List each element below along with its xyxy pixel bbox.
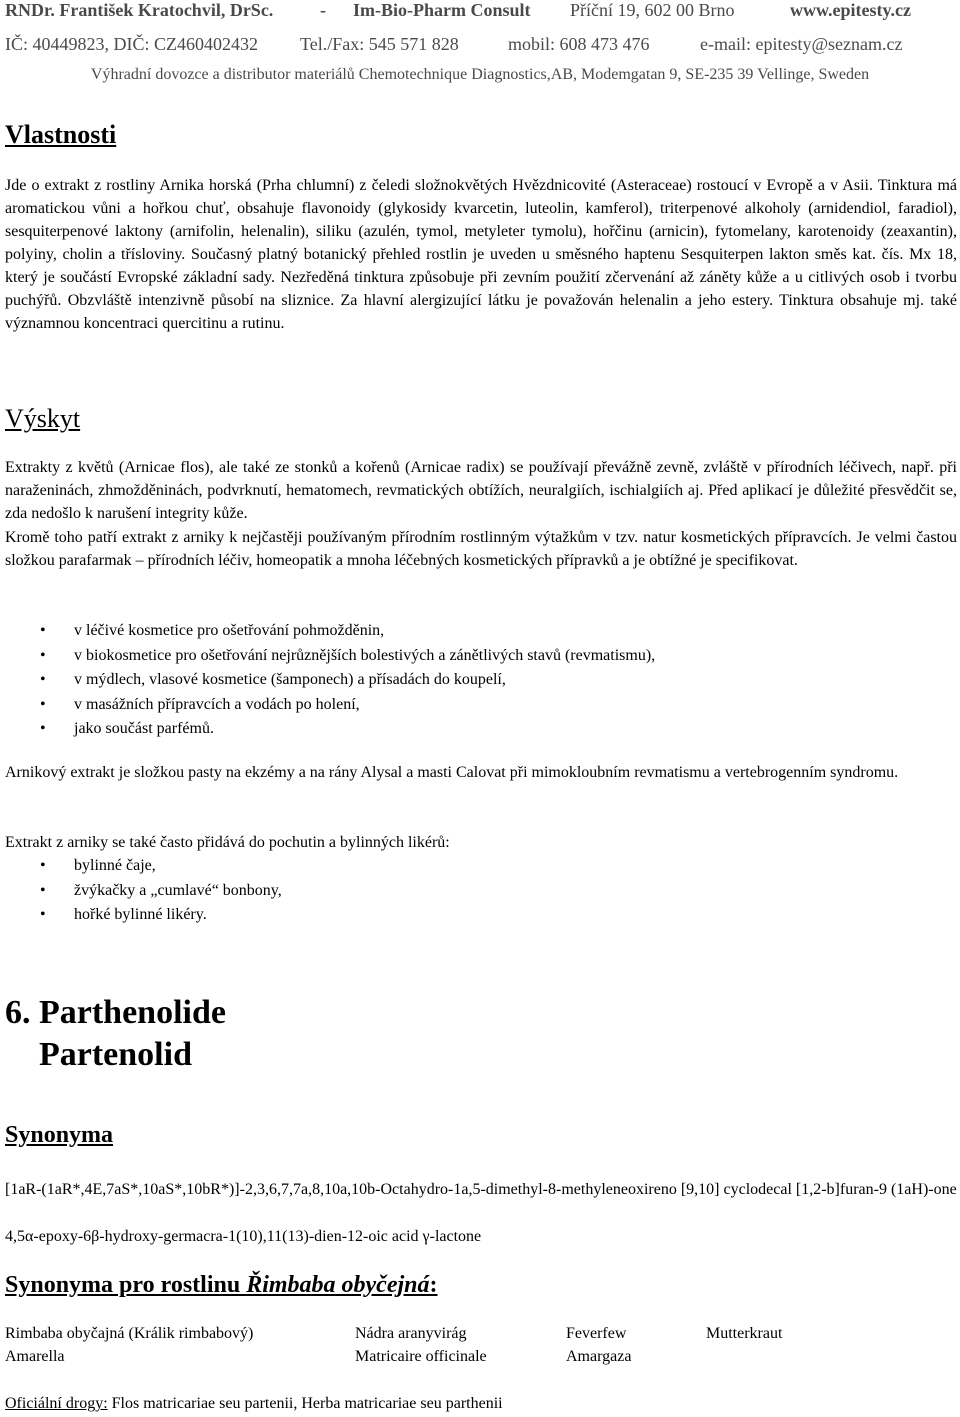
company-address: Příční 19, 602 00 Brno [570, 0, 735, 20]
heading-plant-name: Řimbaba obyčejná [246, 1272, 430, 1298]
letterhead-line-3: Výhradní dovozce a distributor materiálů Chemotechnique Diagnostics,AB, Modemgatan 9, SE-235 39 Vellinge, Sweden [90, 66, 870, 83]
cosmetics-list [40, 619, 655, 742]
heading-suffix: : [429, 1272, 438, 1298]
vyskyt-paragraph-1: Extrakty z květů (Arnicae flos), ale také ze stonků a kořenů (Arnicae radix) se používají převážně zevně, zvláště v přírodních léčivech, např. při naraženinách, zhmožděninách, podvrknutí, hematomech, revmatických obtížích, neuralgiích, ischialgiích aj. Před aplikací je důležité přesvědčit se, zda nedošlo k narušení integrity kůže. [5, 459, 957, 522]
official-drugs [5, 1395, 503, 1413]
list-item: • bylinné čaje, [40, 854, 282, 879]
table-cell: Matricaire officinale [355, 1348, 487, 1365]
company-website: www.epitesty.cz [790, 0, 911, 20]
list-item: • v masážních přípravcích a vodách po holení, [40, 693, 655, 718]
synonym-germacra: 4,5α-epoxy-6β-hydroxy-germacra-1(10),11(13)-dien-12-oic acid γ-lactone [5, 1228, 482, 1245]
synonym-iupac: [1aR-(1aR*,4E,7aS*,10aS*,10bR*)]-2,3,6,7,7a,8,10a,10b-Octahydro-1a,5-dimethyl-8-methyleneoxireno [9,10] cyclodecal [1,2-b]furan-9 (1aH)-one [5, 1181, 957, 1198]
list-item: • žvýkačky a „cumlavé“ bonbony, [40, 879, 282, 904]
vyskyt-paragraph-3: Arnikový extrakt je složkou pasty na ekzémy a na rány Alysal a masti Calovat při mimokloubním revmatismu a vertebrogenním syndromu. [5, 764, 899, 781]
list-item: • v léčivé kosmetice pro ošetřování pohmožděnin, [40, 619, 655, 644]
table-row [5, 1348, 856, 1371]
company-phone: Tel./Fax: 545 571 828 [300, 34, 459, 54]
table-cell: Amargaza [566, 1348, 632, 1365]
official-drugs-label: Oficiální drogy: [5, 1395, 108, 1412]
compound-title-czech: Partenolid [39, 1036, 192, 1073]
table-cell: Amarella [5, 1348, 65, 1365]
company-owner: RNDr. František Kratochvil, DrSc. [5, 0, 274, 20]
section-heading-vlastnosti: Vlastnosti [5, 120, 117, 149]
list-item: • jako součást parfémů. [40, 717, 655, 742]
vlastnosti-paragraph: Jde o extrakt z rostliny Arnika horská (Prha chlumní) z čeledi složnokvětých Hvězdnicovité (Asteraceae) rostoucí v Evropě a v Asii. Tinktura má aromatickou vůni a hořkou chuť, obsahuje flavonoidy (glykosidy kvarcetin, luteolin, kamferol), triterpenové alkoholy (arnidendiol, faradiol), sesquiterpenové laktony (arnifolin, helenalin), siliku (azulén, tymol, metyleter tymolu), hořčinu (arnicin), fytomelany, karotenoidy (zeaxantin), polyiny, cholin a třísloviny. Současný platný botanický přehled rostlin je uveden u směsného haptenu Sesquiterpen lakton směs kat. čís. Mx 18, který je součástí Evropské základní sady. Nezředěná tinktura způsobuje při zevním použití zčervenání až záněty kůže a u citlivých osob i tvorbu puchýřů. Obzvláště intenzivně působí na sliznice. Za hlavní alergizující látku je považován helenalin a jeho estery. Tinktura obsahuje mj. také významnou koncentraci quercitinu a rutinu. [5, 177, 957, 332]
letterhead-line-2 [0, 34, 960, 58]
letterhead-line-1 [0, 0, 960, 24]
vyskyt-paragraph-2: Kromě toho patří extrakt z arniky k nejčastěji používaným přírodním rostlinným výtažkům v tzv. natur kosmetických přípravcích. Je velmi častou složkou parafarmak – přírodních léčiv, homeopatik a mnoha léčebných kosmetických přípravků a je obtížné je specifikovat. [5, 529, 957, 569]
table-row [5, 1325, 856, 1348]
heading-prefix: Synonyma pro rostlinu [5, 1272, 247, 1298]
company-mobile: mobil: 608 473 476 [508, 34, 650, 54]
plant-synonyms-table [5, 1325, 856, 1371]
official-drugs-value: Flos matricariae seu partenii, Herba matricariae seu parthenii [107, 1395, 503, 1412]
table-cell: Rimbaba obyčajná (Králik rimbabový) [5, 1325, 254, 1342]
vyskyt-paragraph-4: Extrakt z arniky se také často přidává do pochutin a bylinných likérů: [5, 834, 450, 851]
list-item: • v biokosmetice pro ošetřování nejrůznějších bolestivých a zánětlivých stavů (revmatismu), [40, 644, 655, 669]
table-cell: Nádra aranyvirág [355, 1325, 467, 1342]
company-name: Im-Bio-Pharm Consult [353, 0, 531, 20]
table-cell: Mutterkraut [706, 1325, 783, 1342]
list-item: • hořké bylinné likéry. [40, 903, 282, 928]
company-ids: IČ: 40449823, DIČ: CZ460402432 [5, 34, 259, 54]
beverages-list [40, 854, 282, 928]
section-heading-synonyma: Synonyma [5, 1122, 114, 1148]
separator: - [320, 0, 326, 20]
table-cell: Feverfew [566, 1325, 627, 1342]
list-item: • v mýdlech, vlasové kosmetice (šamponech) a přísadách do koupelí, [40, 668, 655, 693]
company-email: e-mail: epitesty@seznam.cz [700, 34, 903, 54]
section-heading-vyskyt: Výskyt [5, 404, 81, 433]
section-heading-plant-synonyms [5, 1272, 438, 1299]
table-cell [706, 1348, 856, 1371]
compound-title: 6. Parthenolide [5, 994, 226, 1031]
